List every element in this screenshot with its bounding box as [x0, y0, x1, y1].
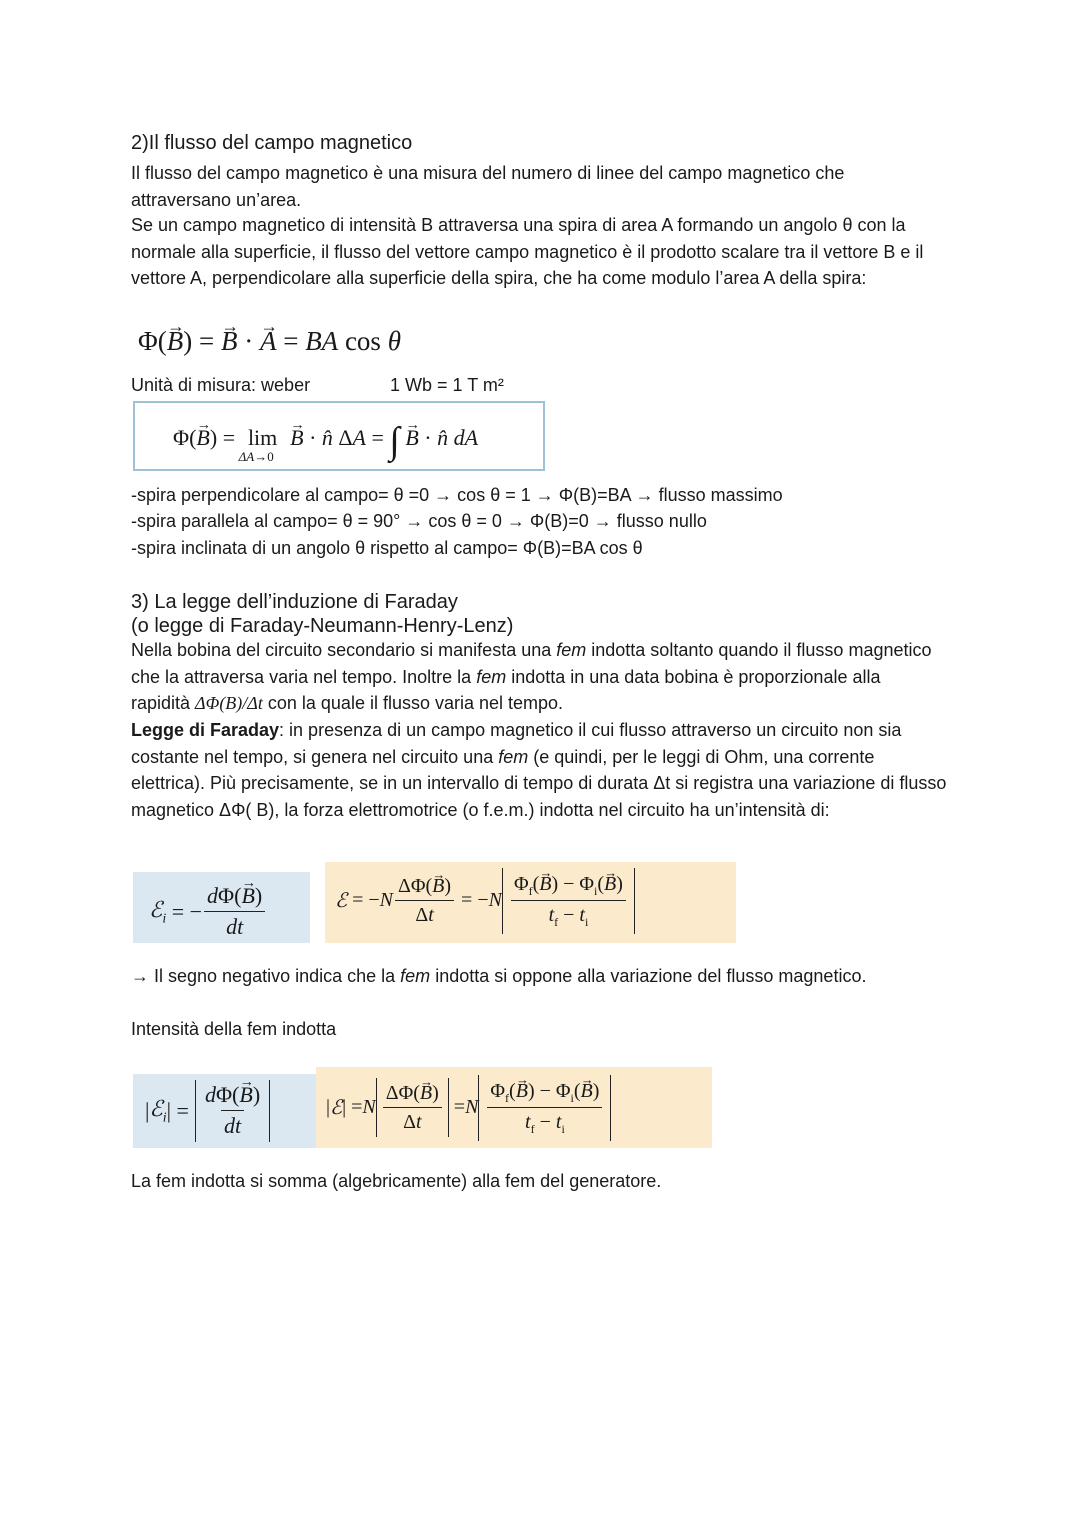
- section-3-title-1: 3) La legge dell’induzione di Faraday: [131, 591, 458, 613]
- rate-expression: ΔΦ(B)/Δt: [195, 693, 263, 713]
- faraday-law-label: Legge di Faraday: [131, 720, 280, 740]
- emf-derivative-box: ℰ$_i$ = − $\frac{d\Phi(\to B)}{dt}$: [133, 872, 310, 943]
- faraday-law-text: Legge di Faraday: in presenza di un campo magnetico il cui flusso attraverso un circuito non sia costante nel tempo, si genera nel circuito una fem (e quindi, per le leggi di Ohm, una corrente elettrica). Più precisamente, se in un intervallo di tempo di durata Δt si registra una variazione di flusso magnetico ΔΦ( B), la forza elettromotrice (o f.e.m.) indotta nel circuito ha un’intensità di:: [131, 720, 947, 820]
- case-parallel: -spira parallela al campo= θ = 90° → cos θ = 0 → Φ(B)=0 → flusso nullo: [131, 511, 707, 531]
- section-2-para-1: Il flusso del campo magnetico è una misura del numero di linee del campo magnetico che attraversano un’area.: [131, 163, 845, 210]
- final-note: La fem indotta si somma (algebricamente) alla fem del generatore.: [131, 1171, 662, 1191]
- emf-intensity-faraday-box: | ℰ | = N $\frac{\Delta\Phi(\to B)}{\Delta t}$ = N $\frac{\Phi_f(\to B) - \Phi_i(\to B)}{t_f - t_i}$: [316, 1067, 712, 1148]
- case-perpendicular: -spira perpendicolare al campo= θ =0 → cos θ = 1 → Φ(B)=BA → flusso massimo: [131, 485, 783, 505]
- emf-intensity-derivative-box: | ℰ$_i$ | = $\frac{d\Phi(\to B)}{dt}$: [133, 1074, 316, 1148]
- units-label: Unità di misura: weber: [131, 375, 311, 395]
- section-3-para-1: Nella bobina del circuito secondario si manifesta una fem indotta soltanto quando il flusso magnetico che la attraversa varia nel tempo. Inoltre la fem indotta in una data bobina è proporzionale alla rapidità ΔΦ(B)/Δt con la quale il flusso varia nel tempo.: [131, 640, 932, 713]
- case-inclined: -spira inclinata di un angolo θ rispetto al campo= Φ(B)=BA cos θ: [131, 538, 643, 558]
- section-2-para-2: Se un campo magnetico di intensità B attraversa una spira di area A formando un angolo θ con la normale alla superficie, il flusso del vettore campo magnetico è il prodotto scalare tra il vettore B e il vettore A, perpendicolare alla superficie della spira, che ha come modulo l’area A della spira:: [131, 215, 924, 288]
- units-value: 1 Wb = 1 T m²: [390, 375, 504, 395]
- flux-integral-box: [133, 401, 545, 471]
- negative-sign-note: → Il segno negativo indica che la fem indotta si oppone alla variazione del flusso magnetico.: [131, 966, 867, 986]
- emf-faraday-box: ℰ = − N $\frac{\Delta\Phi(\to B)}{\Delta t}$ = − N $\frac{\Phi_f(\to B) - \Phi_i(\to B)}{t_f - t_i}$: [325, 862, 736, 943]
- intensity-title: Intensità della fem indotta: [131, 1019, 337, 1039]
- section-2-title: 2)Il flusso del campo magnetico: [131, 132, 413, 154]
- flux-integral-formula: Φ(→ B) = lim ΔA→0 → B · n̂ ΔA = ∫ → B · n̂ dA: [173, 419, 478, 463]
- section-3-title-2: (o legge di Faraday-Neumann-Henry-Lenz): [131, 615, 514, 637]
- flux-formula: Φ(→ B) = → B · → A = BA cos θ: [138, 326, 401, 357]
